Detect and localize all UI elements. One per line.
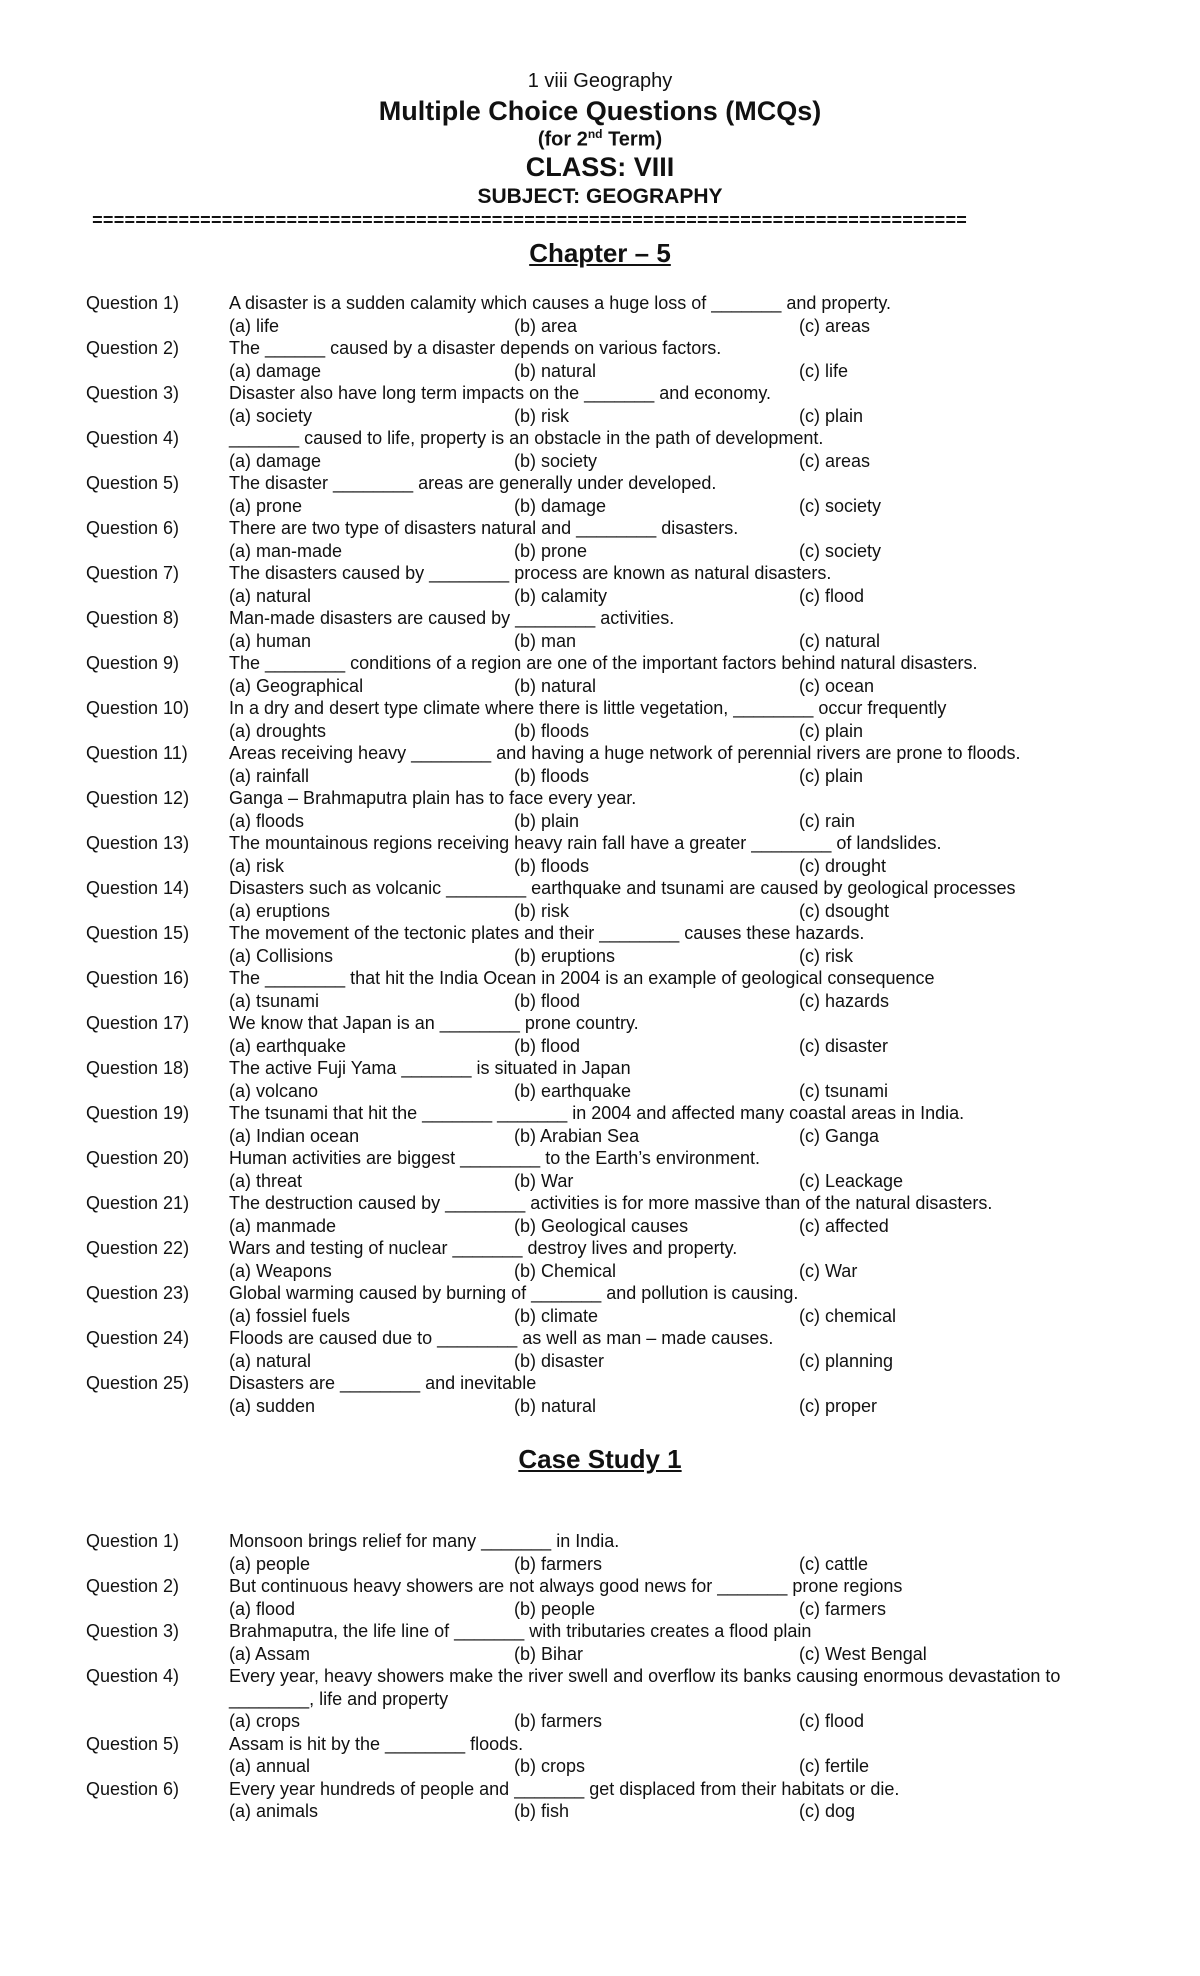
option-b: (b) farmers xyxy=(514,1553,603,1574)
answer-options xyxy=(86,1710,1146,1733)
answer-options xyxy=(86,1800,1146,1823)
term-prefix: (for 2 xyxy=(537,128,588,151)
question-text: Man-made disasters are caused by ________ activities. xyxy=(229,608,675,628)
question-text: There are two type of disasters natural and ________ disasters. xyxy=(229,518,739,538)
option-a: (a) annual xyxy=(229,1756,311,1776)
question-number: Question 24) xyxy=(86,1328,190,1348)
answer-options xyxy=(86,945,1146,968)
option-b: (b) natural xyxy=(514,675,597,696)
option-c: (c) cattle xyxy=(799,1553,869,1574)
question-row xyxy=(86,427,1146,450)
class-line: CLASS: VIII xyxy=(525,152,675,182)
option-b: (b) Geological causes xyxy=(514,1215,689,1236)
option-a: (a) eruptions xyxy=(229,900,331,921)
option-b: (b) crops xyxy=(514,1756,586,1776)
question-item xyxy=(86,562,1146,607)
option-a: (a) Assam xyxy=(229,1643,311,1664)
question-row xyxy=(86,652,1146,675)
option-b: (b) floods xyxy=(514,765,590,786)
option-c: (c) plain xyxy=(799,405,864,426)
question-text: The movement of the tectonic plates and their ________ causes these hazards. xyxy=(229,923,865,943)
answer-options xyxy=(86,1170,1146,1193)
question-row xyxy=(86,1192,1146,1215)
question-text: The destruction caused by ________ activities is for more massive than of the natural disasters. xyxy=(229,1193,993,1213)
option-a: (a) man-made xyxy=(229,540,343,561)
option-c: (c) drought xyxy=(799,855,887,876)
term-superscript: nd xyxy=(587,127,603,141)
option-b: (b) risk xyxy=(514,900,569,921)
question-item xyxy=(86,1147,1146,1192)
question-number: Question 17) xyxy=(86,1013,190,1033)
answer-options xyxy=(86,1553,1146,1576)
option-a: (a) risk xyxy=(229,855,284,876)
question-number: Question 2) xyxy=(86,338,180,358)
question-text: The tsunami that hit the _______ _______ in 2004 and affected many coastal areas in India. xyxy=(229,1103,965,1123)
option-c: (c) affected xyxy=(799,1215,889,1236)
answer-options xyxy=(86,1755,1146,1778)
answer-options xyxy=(86,315,1146,338)
question-row xyxy=(86,1237,1146,1260)
answer-options xyxy=(86,1643,1146,1666)
answer-options xyxy=(86,900,1146,923)
answer-options xyxy=(86,360,1146,383)
question-row xyxy=(86,1620,1146,1643)
question-number: Question 14) xyxy=(86,878,190,898)
question-text: A disaster is a sudden calamity which causes a huge loss of _______ and property. xyxy=(229,293,892,313)
question-text: Disasters are ________ and inevitable xyxy=(229,1373,537,1393)
answer-options xyxy=(86,495,1146,518)
answer-options xyxy=(86,630,1146,653)
option-c: (c) fertile xyxy=(799,1756,870,1776)
chapter-title: Chapter – 5 xyxy=(529,238,671,268)
option-b: (b) floods xyxy=(514,855,590,876)
option-b: (b) farmers xyxy=(514,1711,603,1731)
option-c: (c) chemical xyxy=(799,1305,897,1326)
question-row xyxy=(86,562,1146,585)
question-row xyxy=(86,1372,1146,1395)
question-row xyxy=(86,697,1146,720)
question-row xyxy=(86,1733,1146,1756)
question-item xyxy=(86,1237,1146,1282)
question-text: Every year hundreds of people and _______ get displaced from their habitats or die. xyxy=(229,1778,900,1799)
option-c: (c) disaster xyxy=(799,1035,889,1056)
question-item xyxy=(86,427,1146,472)
answer-options xyxy=(86,765,1146,788)
option-c: (c) rain xyxy=(799,810,856,831)
option-a: (a) animals xyxy=(229,1801,319,1821)
option-b: (b) flood xyxy=(514,1035,581,1056)
option-b: (b) Bihar xyxy=(514,1643,584,1664)
question-number: Question 1) xyxy=(86,1531,180,1551)
answer-options xyxy=(86,1395,1146,1418)
question-item xyxy=(86,1327,1146,1372)
question-number: Question 5) xyxy=(86,473,180,493)
option-c: (c) ocean xyxy=(799,675,875,696)
question-number: Question 15) xyxy=(86,923,190,943)
option-b: (b) disaster xyxy=(514,1350,605,1371)
option-a: (a) society xyxy=(229,405,313,426)
question-row xyxy=(86,382,1146,405)
question-row xyxy=(86,787,1146,810)
option-b: (b) people xyxy=(514,1598,596,1619)
option-a: (a) Collisions xyxy=(229,945,334,966)
question-item xyxy=(86,877,1146,922)
option-a: (a) rainfall xyxy=(229,765,310,786)
answer-options xyxy=(86,450,1146,473)
question-text: The mountainous regions receiving heavy rain fall have a greater ________ of landslides. xyxy=(229,833,942,853)
question-row xyxy=(86,922,1146,945)
option-c: (c) planning xyxy=(799,1350,894,1371)
question-number: Question 4) xyxy=(86,428,180,448)
subject-line: SUBJECT: GEOGRAPHY xyxy=(477,185,723,208)
answer-options xyxy=(86,810,1146,833)
question-number: Question 13) xyxy=(86,833,190,853)
question-number: Question 11) xyxy=(86,743,188,763)
question-number: Question 3) xyxy=(86,1621,180,1641)
term-suffix: Term) xyxy=(602,128,663,151)
question-number: Question 22) xyxy=(86,1238,190,1258)
question-row xyxy=(86,1057,1146,1080)
option-c: (c) areas xyxy=(799,315,871,336)
question-number: Question 20) xyxy=(86,1148,190,1168)
question-number: Question 1) xyxy=(86,293,180,313)
question-text: Disaster also have long term impacts on the _______ and economy. xyxy=(229,383,771,403)
question-number: Question 12) xyxy=(86,788,190,808)
option-c: (c) farmers xyxy=(799,1598,886,1619)
question-row xyxy=(86,1147,1146,1170)
question-row xyxy=(86,292,1146,315)
divider-rule: ================================================================================= xyxy=(92,212,967,232)
option-b: (b) War xyxy=(514,1170,574,1191)
option-b: (b) natural xyxy=(514,360,597,381)
question-text: _______ caused to life, property is an obstacle in the path of development. xyxy=(229,428,824,448)
option-a: (a) crops xyxy=(229,1711,301,1731)
option-a: (a) droughts xyxy=(229,720,327,741)
question-text: The ________ conditions of a region are one of the important factors behind natural disasters. xyxy=(229,653,978,673)
question-text: But continuous heavy showers are not always good news for _______ prone regions xyxy=(229,1576,903,1596)
option-c: (c) plain xyxy=(799,720,864,741)
option-a: (a) damage xyxy=(229,360,322,381)
option-c: (c) West Bengal xyxy=(799,1643,927,1664)
question-number: Question 10) xyxy=(86,698,190,718)
question-number: Question 23) xyxy=(86,1283,190,1303)
question-item xyxy=(86,337,1146,382)
option-a: (a) earthquake xyxy=(229,1035,347,1056)
option-a: (a) Weapons xyxy=(229,1260,332,1281)
page-header-line: 1 viii Geography xyxy=(527,70,673,92)
question-text: Disasters such as volcanic ________ earthquake and tsunami are caused by geological processes xyxy=(229,878,1016,898)
answer-options xyxy=(86,1035,1146,1058)
option-c: (c) dsought xyxy=(799,900,890,921)
question-number: Question 25) xyxy=(86,1373,190,1393)
option-a: (a) fossiel fuels xyxy=(229,1305,351,1326)
option-b: (b) plain xyxy=(514,810,580,831)
option-a: (a) tsunami xyxy=(229,990,320,1011)
answer-options xyxy=(86,540,1146,563)
question-item xyxy=(86,1282,1146,1327)
option-c: (c) flood xyxy=(799,585,865,606)
question-item xyxy=(86,1192,1146,1237)
option-b: (b) area xyxy=(514,315,578,336)
answer-options xyxy=(86,405,1146,428)
question-text: The ________ that hit the India Ocean in 2004 is an example of geological consequence xyxy=(229,968,935,988)
question-row xyxy=(86,742,1146,765)
question-number: Question 19) xyxy=(86,1103,190,1123)
question-row xyxy=(86,1575,1146,1598)
option-a: (a) life xyxy=(229,315,280,336)
option-b: (b) Chemical xyxy=(514,1260,617,1281)
question-item xyxy=(86,382,1146,427)
term-line xyxy=(0,127,1200,152)
option-a: (a) people xyxy=(229,1553,311,1574)
option-a: (a) natural xyxy=(229,1350,312,1371)
option-c: (c) proper xyxy=(799,1395,878,1416)
answer-options xyxy=(86,1125,1146,1148)
question-item xyxy=(86,1012,1146,1057)
option-c: (c) Ganga xyxy=(799,1125,880,1146)
question-row xyxy=(86,472,1146,495)
answer-options xyxy=(86,1080,1146,1103)
question-item xyxy=(86,472,1146,517)
question-number: Question 9) xyxy=(86,653,180,673)
option-c: (c) dog xyxy=(799,1801,856,1821)
question-item xyxy=(86,652,1146,697)
question-number: Question 5) xyxy=(86,1733,180,1754)
option-c: (c) risk xyxy=(799,945,853,966)
option-a: (a) damage xyxy=(229,450,322,471)
question-row xyxy=(86,967,1146,990)
question-item xyxy=(86,1778,1146,1823)
question-text: Assam is hit by the ________ floods. xyxy=(229,1733,524,1754)
answer-options xyxy=(86,720,1146,743)
option-a: (a) floods xyxy=(229,810,305,831)
question-text: The disaster ________ areas are generally under developed. xyxy=(229,473,717,493)
option-b: (b) flood xyxy=(514,990,581,1011)
question-row xyxy=(86,1778,1146,1801)
option-b: (b) earthquake xyxy=(514,1080,632,1101)
question-item xyxy=(86,1372,1146,1417)
question-item xyxy=(86,832,1146,877)
answer-options xyxy=(86,1215,1146,1238)
question-row xyxy=(86,1665,1146,1710)
question-row xyxy=(86,337,1146,360)
case-study-question-list xyxy=(86,1530,1146,1823)
option-b: (b) floods xyxy=(514,720,590,741)
question-number: Question 8) xyxy=(86,608,180,628)
question-text: We know that Japan is an ________ prone country. xyxy=(229,1013,639,1033)
option-c: (c) life xyxy=(799,360,848,381)
question-row xyxy=(86,517,1146,540)
option-c: (c) plain xyxy=(799,765,864,786)
question-row xyxy=(86,1327,1146,1350)
option-c: (c) War xyxy=(799,1260,858,1281)
question-item xyxy=(86,742,1146,787)
question-item xyxy=(86,1733,1146,1778)
option-a: (a) natural xyxy=(229,585,312,606)
answer-options xyxy=(86,585,1146,608)
case-study-title: Case Study 1 xyxy=(518,1444,682,1474)
question-number: Question 6) xyxy=(86,1778,180,1799)
question-item xyxy=(86,1665,1146,1733)
question-text: Wars and testing of nuclear _______ destroy lives and property. xyxy=(229,1238,738,1258)
question-number: Question 2) xyxy=(86,1576,180,1596)
question-number: Question 21) xyxy=(86,1193,190,1213)
option-c: (c) society xyxy=(799,540,882,561)
question-item xyxy=(86,292,1146,337)
option-b: (b) risk xyxy=(514,405,569,426)
option-a: (a) Indian ocean xyxy=(229,1125,360,1146)
chapter-question-list xyxy=(86,292,1146,1417)
option-c: (c) Leackage xyxy=(799,1170,904,1191)
answer-options xyxy=(86,675,1146,698)
question-text: Monsoon brings relief for many _______ in India. xyxy=(229,1531,620,1551)
question-row xyxy=(86,877,1146,900)
worksheet-title: Multiple Choice Questions (MCQs) xyxy=(378,96,822,126)
option-b: (b) eruptions xyxy=(514,945,616,966)
question-row xyxy=(86,1282,1146,1305)
question-row xyxy=(86,607,1146,630)
option-c: (c) natural xyxy=(799,630,881,651)
answer-options xyxy=(86,1260,1146,1283)
question-text: The ______ caused by a disaster depends on various factors. xyxy=(229,338,722,358)
option-a: (a) prone xyxy=(229,495,303,516)
question-item xyxy=(86,1620,1146,1665)
option-c: (c) areas xyxy=(799,450,871,471)
option-b: (b) society xyxy=(514,450,598,471)
question-text: The active Fuji Yama _______ is situated in Japan xyxy=(229,1058,631,1078)
question-item xyxy=(86,967,1146,1012)
question-item xyxy=(86,517,1146,562)
question-item xyxy=(86,697,1146,742)
question-number: Question 18) xyxy=(86,1058,190,1078)
question-text: Brahmaputra, the life line of _______ with tributaries creates a flood plain xyxy=(229,1621,812,1641)
question-item xyxy=(86,1102,1146,1147)
option-b: (b) man xyxy=(514,630,577,651)
question-text: Areas receiving heavy ________ and having a huge network of perennial rivers are prone to floods. xyxy=(229,743,1021,763)
option-a: (a) Geographical xyxy=(229,675,364,696)
question-row xyxy=(86,832,1146,855)
option-a: (a) sudden xyxy=(229,1395,316,1416)
option-a: (a) flood xyxy=(229,1598,296,1619)
question-text: Every year, heavy showers make the river swell and overflow its banks causing enormous devastation to ________, life and property xyxy=(229,1666,1061,1709)
option-b: (b) fish xyxy=(514,1801,570,1821)
question-item xyxy=(86,1057,1146,1102)
question-text: Floods are caused due to ________ as well as man – made causes. xyxy=(229,1328,774,1348)
question-text: In a dry and desert type climate where there is little vegetation, ________ occur frequently xyxy=(229,698,947,718)
question-number: Question 7) xyxy=(86,563,180,583)
answer-options xyxy=(86,1598,1146,1621)
question-text: Global warming caused by burning of _______ and pollution is causing. xyxy=(229,1283,799,1303)
option-b: (b) prone xyxy=(514,540,588,561)
question-number: Question 6) xyxy=(86,518,180,538)
question-number: Question 16) xyxy=(86,968,190,988)
option-a: (a) volcano xyxy=(229,1080,319,1101)
option-a: (a) manmade xyxy=(229,1215,337,1236)
question-text: Human activities are biggest ________ to the Earth’s environment. xyxy=(229,1148,760,1168)
question-item xyxy=(86,922,1146,967)
option-c: (c) tsunami xyxy=(799,1080,889,1101)
question-row xyxy=(86,1012,1146,1035)
question-row xyxy=(86,1102,1146,1125)
answer-options xyxy=(86,990,1146,1013)
option-c: (c) hazards xyxy=(799,990,890,1011)
question-item xyxy=(86,1575,1146,1620)
option-b: (b) calamity xyxy=(514,585,608,606)
option-b: (b) damage xyxy=(514,495,607,516)
option-b: (b) natural xyxy=(514,1395,597,1416)
question-number: Question 3) xyxy=(86,383,180,403)
option-c: (c) flood xyxy=(799,1711,865,1731)
answer-options xyxy=(86,1350,1146,1373)
question-item xyxy=(86,787,1146,832)
option-a: (a) threat xyxy=(229,1170,303,1191)
question-text: Ganga – Brahmaputra plain has to face every year. xyxy=(229,788,637,808)
question-row xyxy=(86,1530,1146,1553)
question-item xyxy=(86,1530,1146,1575)
answer-options xyxy=(86,1305,1146,1328)
question-number: Question 4) xyxy=(86,1666,180,1686)
option-b: (b) Arabian Sea xyxy=(514,1125,640,1146)
answer-options xyxy=(86,855,1146,878)
question-text: The disasters caused by ________ process are known as natural disasters. xyxy=(229,563,832,583)
option-c: (c) society xyxy=(799,495,882,516)
option-a: (a) human xyxy=(229,630,312,651)
option-b: (b) climate xyxy=(514,1305,599,1326)
question-item xyxy=(86,607,1146,652)
